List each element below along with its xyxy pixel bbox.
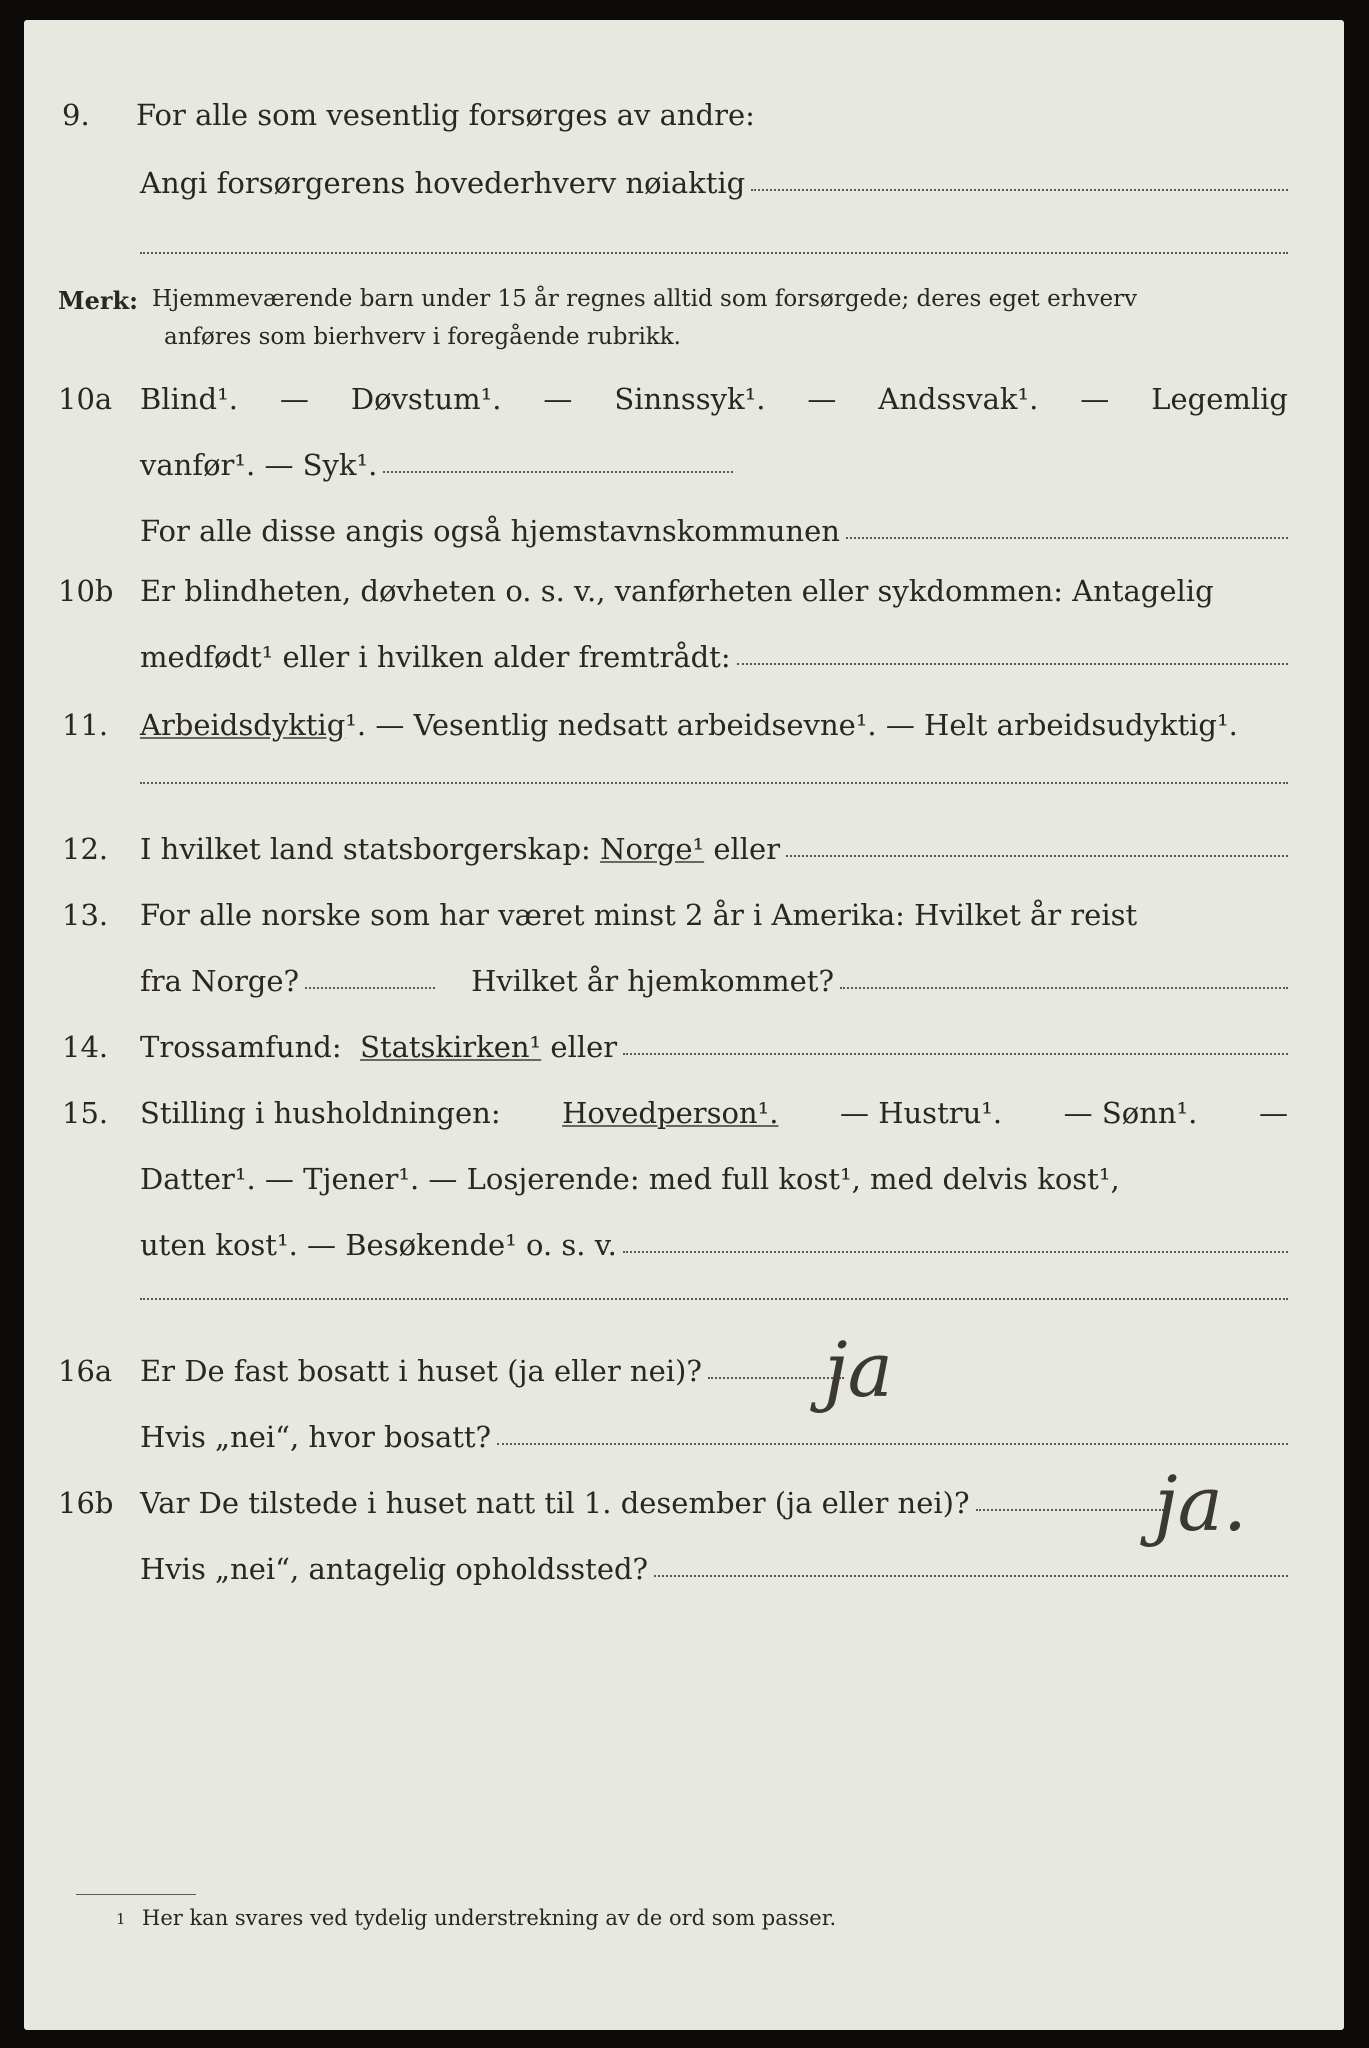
- q10b-answer-line[interactable]: [737, 663, 1288, 665]
- q9-row-2: [24, 166, 1344, 210]
- opt-sonn[interactable]: — Sønn¹.: [1063, 1096, 1198, 1130]
- merk-line2: anføres som bierhverv i foregående rubrikk.: [164, 324, 681, 350]
- q9-number: 9.: [62, 98, 90, 132]
- q16a-number: 16a: [58, 1354, 113, 1388]
- footnote-row: [24, 1906, 1344, 1950]
- q11-number: 11.: [62, 708, 109, 742]
- q15-label: Stilling i husholdningen:: [140, 1096, 501, 1130]
- q10a-kommune-line[interactable]: [846, 537, 1288, 539]
- q11-row: [24, 708, 1344, 752]
- merk-row-2: [24, 324, 1344, 368]
- census-form-page: [24, 20, 1344, 2030]
- q13-row-1: [24, 898, 1344, 942]
- q16b-row-1: [24, 1486, 1344, 1530]
- q15-line3: uten kost¹. — Besøkende¹ o. s. v.: [140, 1228, 617, 1262]
- opt-dovstum[interactable]: Døvstum¹.: [350, 382, 502, 416]
- q16b-handwritten-answer: ja.: [1154, 1459, 1248, 1548]
- q12-number: 12.: [62, 832, 109, 866]
- q10a-line2: vanfør¹. — Syk¹.: [140, 448, 378, 482]
- q15-row-1: [24, 1096, 1344, 1140]
- q15-answer-line[interactable]: [623, 1251, 1288, 1253]
- q14-number: 14.: [62, 1030, 109, 1064]
- q14-text: Trossamfund:: [140, 1030, 342, 1064]
- dash: —: [807, 382, 837, 416]
- q10b-row-1: [24, 574, 1344, 618]
- opt-arbeidsdyktig[interactable]: Arbeidsdyktig: [140, 708, 346, 742]
- merk-label: Merk:: [58, 286, 138, 315]
- q13-number: 13.: [62, 898, 109, 932]
- q10a-row-2: [24, 448, 1344, 492]
- opt-hustru[interactable]: — Hustru¹.: [840, 1096, 1003, 1130]
- dash: —: [1080, 382, 1110, 416]
- opt-andssvak[interactable]: Andssvak¹.: [878, 382, 1039, 416]
- q10b-row-2: [24, 640, 1344, 684]
- q9-line1: For alle som vesentlig forsørges av andre:: [136, 98, 755, 132]
- opt-sinnssyk[interactable]: Sinnssyk¹.: [614, 382, 766, 416]
- q14-answer-line[interactable]: [623, 1053, 1288, 1055]
- q12-text: I hvilket land statsborgerskap:: [140, 832, 591, 866]
- q13-reist-line[interactable]: [305, 987, 435, 989]
- q10b-line2: medfødt¹ eller i hvilken alder fremtrådt:: [140, 640, 731, 674]
- q16b-line2: Hvis „nei“, antagelig opholdssted?: [140, 1552, 649, 1586]
- footnote-mark: 1: [116, 1910, 126, 1928]
- q16b-answer-line[interactable]: [976, 1509, 1164, 1511]
- footnote-separator: [76, 1894, 196, 1895]
- q10a-syk-line[interactable]: [383, 471, 733, 473]
- q14-tail: eller: [550, 1030, 618, 1064]
- opt-norge[interactable]: Norge¹: [600, 832, 705, 866]
- opt-statskirken[interactable]: Statskirken¹: [360, 1030, 542, 1064]
- dash: —: [279, 382, 309, 416]
- q11-rest: ¹. — Vesentlig nedsatt arbeidsevne¹. — Helt arbeidsudyktig¹.: [345, 708, 1238, 742]
- q16a-handwritten-answer: ja: [824, 1325, 893, 1414]
- q13-line1: For alle norske som har været minst 2 år i Amerika: Hvilket år reist: [140, 898, 1138, 932]
- q13-row-2: [24, 964, 1344, 1008]
- q16a-row-1: [24, 1354, 1344, 1398]
- q15-row-3: [24, 1228, 1344, 1272]
- q14-row: [24, 1030, 1344, 1074]
- q10a-row-1: [24, 382, 1344, 426]
- q9-line2: Angi forsørgerens hovederhverv nøiaktig: [140, 166, 746, 200]
- q10b-line1: Er blindheten, døvheten o. s. v., vanførheten eller sykdommen: Antagelig: [140, 574, 1214, 608]
- q12-row: [24, 832, 1344, 876]
- opt-hovedperson[interactable]: Hovedperson¹.: [562, 1096, 779, 1130]
- q16b-row-2: [24, 1552, 1344, 1596]
- q15-number: 15.: [62, 1096, 109, 1130]
- q13-hjem-line[interactable]: [840, 987, 1288, 989]
- q13-line2a: fra Norge?: [140, 964, 300, 998]
- merk-line1: Hjemmeværende barn under 15 år regnes alltid som forsørgede; deres eget erhverv: [152, 286, 1138, 312]
- q10a-number: 10a: [58, 382, 113, 416]
- dash: —: [1258, 1096, 1288, 1130]
- q16b-number: 16b: [58, 1486, 114, 1520]
- q15-line2: Datter¹. — Tjener¹. — Losjerende: med full kost¹, med delvis kost¹,: [140, 1162, 1120, 1196]
- q9-answer-line[interactable]: [751, 189, 1288, 191]
- q12-tail: eller: [713, 832, 781, 866]
- q16a-line1: Er De fast bosatt i huset (ja eller nei)?: [140, 1354, 702, 1388]
- q11-extra-line[interactable]: [140, 782, 1288, 784]
- dash: —: [543, 382, 573, 416]
- q16b-line1: Var De tilstede i huset natt til 1. desember (ja eller nei)?: [140, 1486, 970, 1520]
- q10b-number: 10b: [58, 574, 114, 608]
- q12-answer-line[interactable]: [786, 855, 1288, 857]
- footnote-text: Her kan svares ved tydelig understrekning av de ord som passer.: [142, 1906, 837, 1930]
- q16a-line2: Hvis „nei“, hvor bosatt?: [140, 1420, 492, 1454]
- q15-row-2: [24, 1162, 1344, 1206]
- q16a-row-2: [24, 1420, 1344, 1464]
- opt-blind[interactable]: Blind¹.: [140, 382, 238, 416]
- q9-row-1: [24, 98, 1344, 142]
- q9-extra-line[interactable]: [140, 252, 1288, 254]
- opt-legemlig[interactable]: Legemlig: [1151, 382, 1288, 416]
- q10a-row-3: [24, 514, 1344, 558]
- q10a-line3: For alle disse angis også hjemstavnskommunen: [140, 514, 840, 548]
- q13-line2b: Hvilket år hjemkommet?: [471, 964, 835, 998]
- q16a-bosatt-line[interactable]: [497, 1443, 1288, 1445]
- q16b-opholdssted-line[interactable]: [654, 1575, 1288, 1577]
- q15-extra-line[interactable]: [140, 1298, 1288, 1300]
